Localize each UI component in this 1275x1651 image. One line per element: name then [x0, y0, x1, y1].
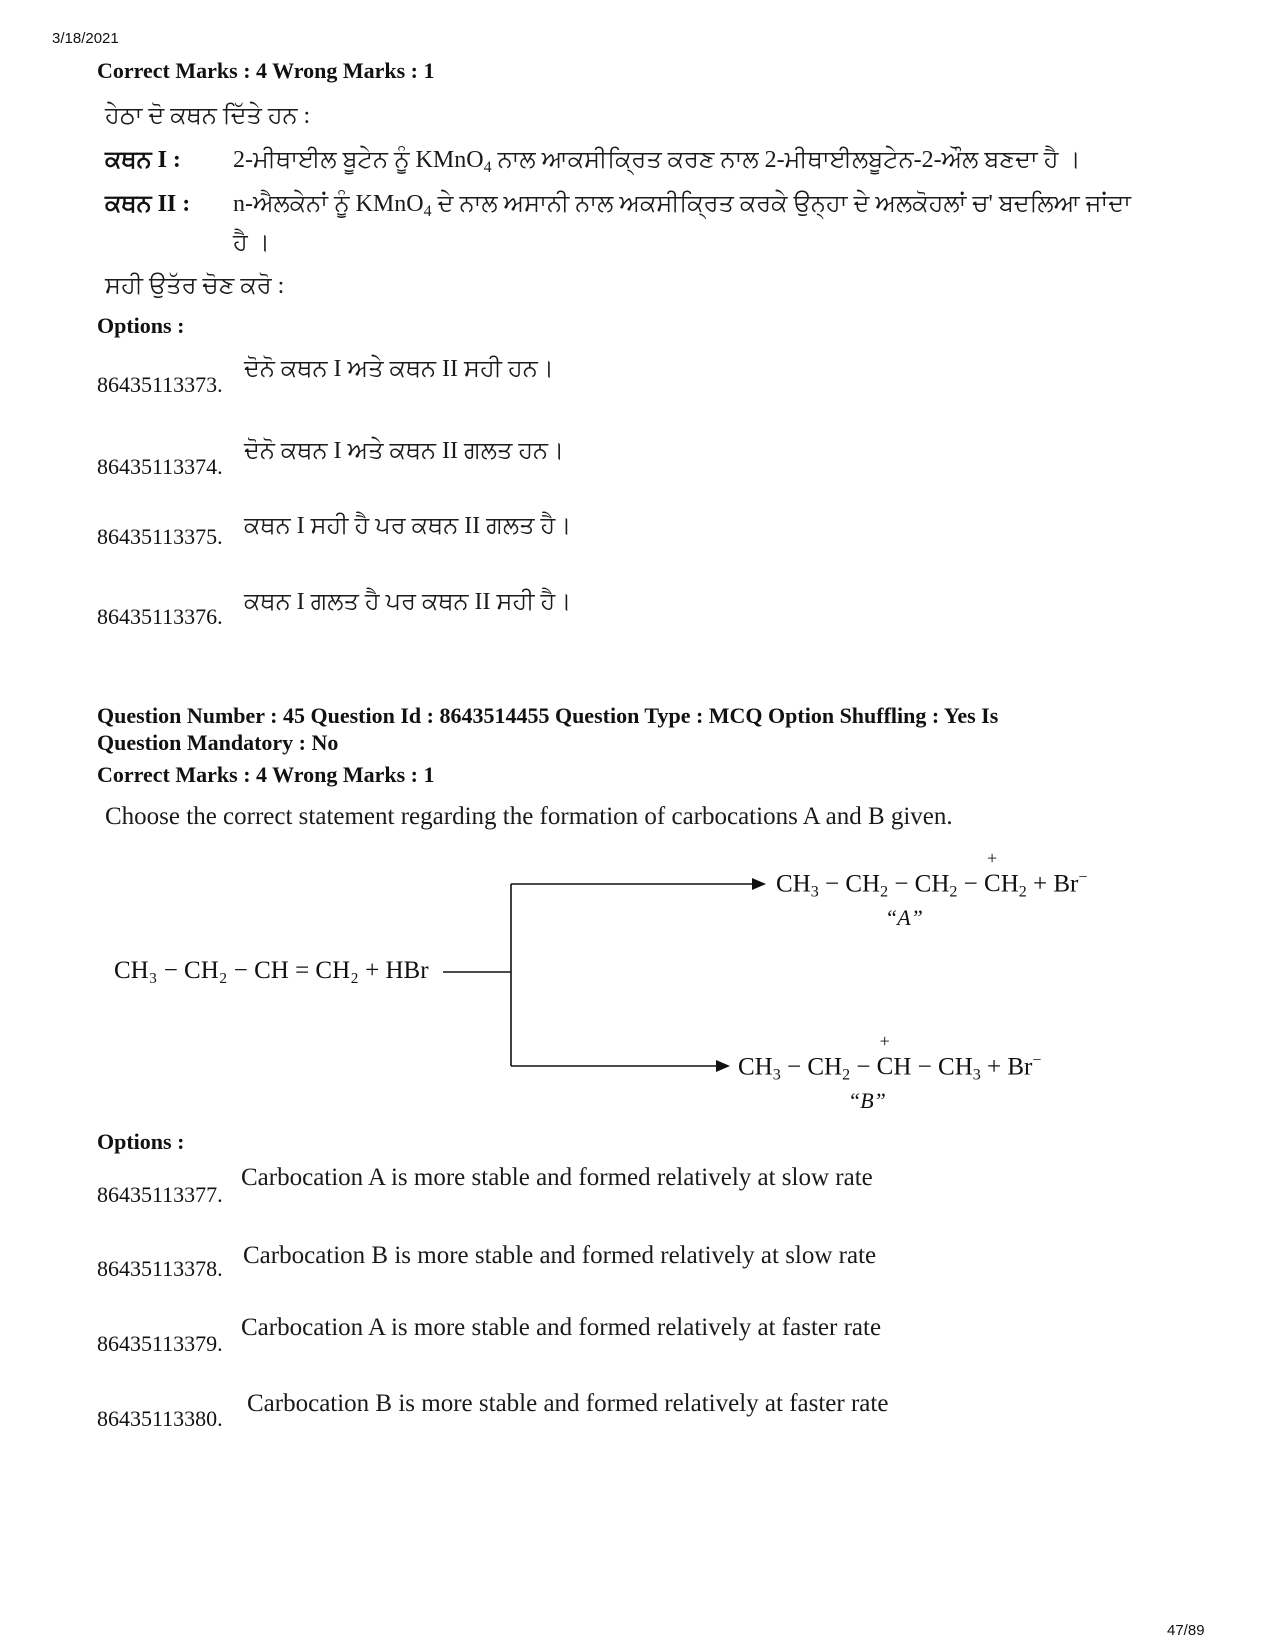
q44-intro: ਹੇਠਾ ਦੋ ਕਥਨ ਦਿੱਤੇ ਹਨ :: [105, 103, 311, 129]
q45-option-3[interactable]: Carbocation A is more stable and formed relatively at faster rate: [241, 1314, 882, 1341]
q44-option-1-id: 86435113373.: [97, 372, 223, 397]
q44-statement2-label: ਕਥਨ II :: [105, 191, 191, 217]
q45-option-2-id: 86435113378.: [97, 1256, 223, 1281]
product-a-label: “A”: [885, 905, 923, 930]
q45-option-4-id: 86435113380.: [97, 1406, 223, 1431]
q44-option-1[interactable]: ਦੋਨੋ ਕਥਨ I ਅਤੇ ਕਥਨ II ਸਹੀ ਹਨ।: [244, 356, 554, 382]
q44-marks: Correct Marks : 4 Wrong Marks : 1: [97, 58, 435, 83]
q44-choose: ਸਹੀ ਉਤੱਰ ਚੋਣ ਕਰੋ :: [105, 273, 285, 299]
q44-option-4-id: 86435113376.: [97, 604, 223, 629]
arrowhead-a: [752, 878, 766, 890]
q44-statement1: 2-ਮੀਥਾਈਲ ਬੂਟੇਨ ਨੂੰ KMnO$_4$ ਨਾਲ ਆਕਸੀਕ੍ਰਿਤ ਕਰਣ ਨਾਲ 2-ਮੀਥਾਈਲਬੂਟੇਨ-2-ਔਲ ਬਣਦਾ ਹੈ ।: [233, 147, 1081, 176]
q44-option-2[interactable]: ਦੋਨੋ ਕਥਨ I ਅਤੇ ਕਥਨ II ਗਲਤ ਹਨ।: [244, 438, 565, 464]
q44-statement2: n-ਐਲਕੇਨਾਂ ਨੂੰ KMnO$_4$ ਦੇ ਨਾਲ ਅਸਾਨੀ ਨਾਲ ਅਕਸੀਕ੍ਰਿਤ ਕਰਕੇ ਉਨ੍ਹਾ ਦੇ ਅਲਕੋਹਲਾਂ ਚ' ਬਦਲਿਆ ਜਾਂਦਾ: [233, 191, 1131, 220]
print-date: 3/18/2021: [52, 30, 119, 47]
q45-option-4[interactable]: Carbocation B is more stable and formed relatively at faster rate: [247, 1390, 889, 1417]
q44-options-label: Options :: [97, 313, 185, 338]
q45-question-text: Choose the correct statement regarding the formation of carbocations A and B given.: [105, 803, 953, 830]
product-b-label: “B”: [848, 1088, 886, 1113]
q44-option-3-id: 86435113375.: [97, 524, 223, 549]
q44-statement1-label: ਕਥਨ I :: [105, 147, 181, 173]
q45-meta-line1: Question Number : 45 Question Id : 8643514455 Question Type : MCQ Option Shuffling : Yes Is: [97, 703, 999, 728]
page-number: 47/89: [1167, 1622, 1205, 1639]
q45-marks: Correct Marks : 4 Wrong Marks : 1: [97, 762, 435, 787]
q44-option-2-id: 86435113374.: [97, 454, 223, 479]
q44-option-3[interactable]: ਕਥਨ I ਸਹੀ ਹੈ ਪਰ ਕਥਨ II ਗਲਤ ਹੈ।: [244, 513, 572, 539]
q44-statement2-cont: ਹੈ ।: [233, 230, 270, 256]
q44-option-4[interactable]: ਕਥਨ I ਗਲਤ ਹੈ ਪਰ ਕਥਨ II ਸਹੀ ਹੈ।: [244, 589, 572, 615]
arrowhead-b: [716, 1060, 730, 1072]
reactant-formula: CH₃ − CH₂ − CH = CH₂ + HBr: [114, 957, 429, 984]
q45-option-1[interactable]: Carbocation A is more stable and formed relatively at slow rate: [241, 1164, 873, 1191]
q45-options-label: Options :: [97, 1129, 185, 1154]
product-b-formula: $CH_3 - CH_2 - C$ + $H - CH_3 + Br^-$: [738, 1031, 1042, 1084]
q45-option-3-id: 86435113379.: [97, 1331, 223, 1356]
q45-option-1-id: 86435113377.: [97, 1182, 223, 1207]
q45-option-2[interactable]: Carbocation B is more stable and formed relatively at slow rate: [243, 1242, 877, 1269]
product-a-formula: $CH_3 - CH_2 - CH_2 - C$ + $H_2 + Br^-$: [776, 848, 1088, 901]
q45-meta-line2: Question Mandatory : No: [97, 730, 339, 755]
